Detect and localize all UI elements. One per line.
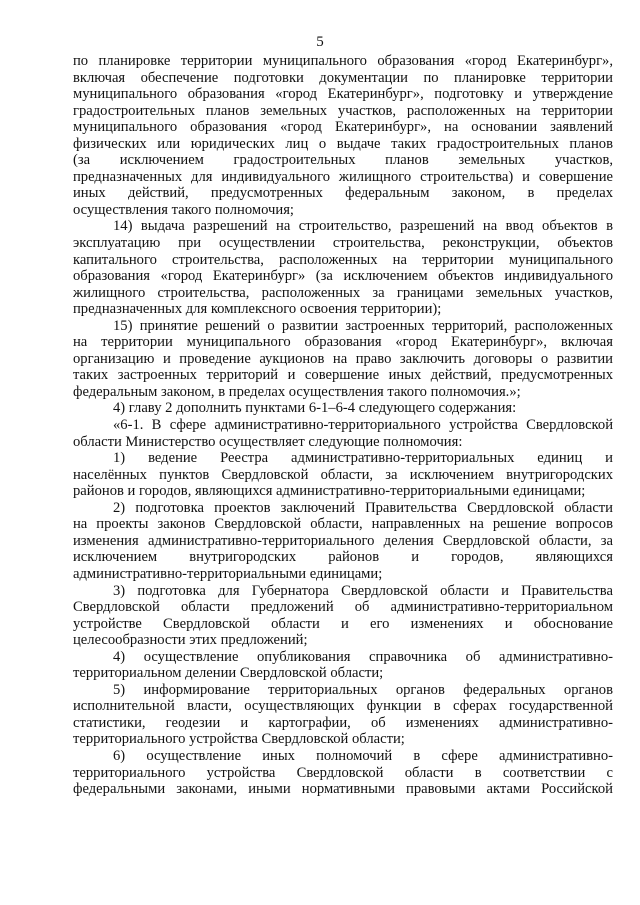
text-line: территориального устройства Свердловской области в соответствии с	[73, 764, 613, 781]
section-6-1-heading: «6-1. В сфере административно-территориального устройства Свердловской	[113, 417, 613, 434]
text-line: статистики, геодезии и картографии, об изменениях административно-	[73, 714, 613, 731]
page-number: 5	[316, 34, 324, 50]
amendment-item-4: 4) главу 2 дополнить пунктами 6-1–6-4 следующего содержания:	[113, 400, 517, 417]
text-line: включая обеспечение подготовки документации по планировке территории	[73, 69, 613, 86]
text-line: иных действий, предусмотренных федеральным законом, в пределах	[73, 185, 613, 202]
text-line: (за исключением градостроительных планов земельных участков,	[73, 152, 613, 169]
text-line: предназначенных для комплексного освоения территории);	[73, 301, 442, 318]
text-line: муниципального образования «город Екатеринбург», подготовку и утверждение	[73, 86, 613, 103]
text-line: исполнительной власти, осуществляющих функции в сферах государственной	[73, 698, 613, 715]
text-line: области Министерство осуществляет следующие полномочия:	[73, 433, 463, 450]
text-line: образования «город Екатеринбург» (за исключением объектов индивидуального	[73, 268, 613, 285]
list-item-6: 6) осуществление иных полномочий в сфере административно-	[113, 747, 613, 764]
text-line: предназначенных для индивидуального жилищного строительства) и совершение	[73, 168, 613, 185]
document-body	[73, 53, 613, 798]
list-item-14: 14) выдача разрешений на строительство, разрешений на ввод объектов в	[113, 218, 613, 235]
text-line: муниципального образования «город Екатеринбург», на основании заявлений	[73, 119, 613, 136]
text-line: исключением внутригородских районов и городов, являющихся	[73, 549, 613, 566]
text-line: организацию и проведение аукционов на право заключить договоры о развитии	[73, 350, 613, 367]
text-line: Свердловской области предложений об административно-территориальном	[73, 599, 613, 616]
list-item-5: 5) информирование территориальных органов федеральных органов	[113, 681, 613, 698]
list-item-15: 15) принятие решений о развитии застроенных территорий, расположенных	[113, 317, 613, 334]
text-line: целесообразности этих предложений;	[73, 632, 308, 649]
text-line: физических или юридических лиц о выдаче таких градостроительных планов	[73, 135, 613, 152]
text-line: территориальном делении Свердловской области;	[73, 665, 384, 682]
list-item-2: 2) подготовка проектов заключений Правительства Свердловской области	[113, 499, 613, 516]
text-line: территориального устройства Свердловской области;	[73, 731, 405, 748]
text-line: капитального строительства, расположенных на территории муниципального	[73, 251, 613, 268]
text-line: по планировке территории муниципального образования «город Екатеринбург»,	[73, 53, 613, 69]
list-item-4: 4) осуществление опубликования справочника об административно-	[113, 648, 613, 665]
text-line: устройстве Свердловской области и его изменениях и обоснование	[73, 615, 613, 632]
text-line: административно-территориальными единицами;	[73, 565, 383, 582]
text-line: изменения административно-территориального деления Свердловской области, за	[73, 532, 613, 549]
text-line: населённых пунктов Свердловской области, за исключением внутригородских	[73, 466, 613, 483]
list-item-3: 3) подготовка для Губернатора Свердловской области и Правительства	[113, 582, 613, 599]
list-item-1: 1) ведение Реестра административно-территориальных единиц и	[113, 450, 613, 467]
text-line: на территории муниципального образования «город Екатеринбург», включая	[73, 334, 613, 351]
text-line: градостроительных планов земельных участков, расположенных на территории	[73, 102, 613, 119]
text-line: федеральными законами, иными нормативными правовыми актами Российской	[73, 781, 613, 798]
text-line: районов и городов, являющихся административно-территориальными единицами;	[73, 483, 586, 500]
text-line: на проекты законов Свердловской области, направленных на решение вопросов	[73, 516, 613, 533]
text-line: федеральным законом, в пределах осуществления такого полномочия.»;	[73, 383, 521, 400]
text-line: жилищного строительства, расположенных за границами земельных участков,	[73, 284, 613, 301]
text-line: осуществления такого полномочия;	[73, 201, 294, 218]
text-line: таких застроенных территорий и совершение иных действий, предусмотренных	[73, 367, 613, 384]
text-line: эксплуатацию при осуществлении строительства, реконструкции, объектов	[73, 235, 613, 252]
